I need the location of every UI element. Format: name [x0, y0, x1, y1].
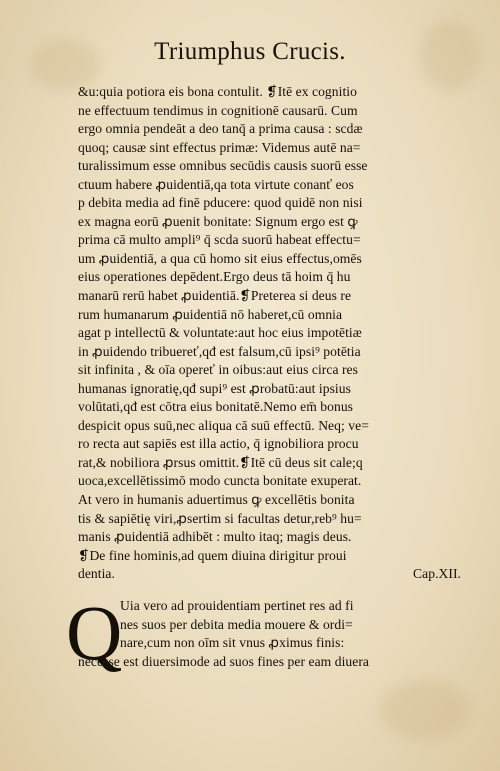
- chapter-heading-line: [78, 565, 473, 584]
- text-line: manis ꝓuidentiā adhibēt : multo itaq; magis deus.: [78, 529, 352, 545]
- text-line: turalissimum esse omnibus secūdis causis suorū esse: [78, 158, 368, 174]
- text-line: p debita media ad finē pducere: quod quidē non nisi: [78, 195, 363, 211]
- text-line: um ꝓuidentiā, a qua cū homo sit eius effectus,omēs: [78, 250, 362, 266]
- text-line: ergo omnia pendeāt a deo tanq̄ a prima causa : scdæ: [78, 121, 363, 137]
- text-line: necesse est diuersimode ad suos fines per eam diuera: [78, 653, 369, 669]
- body-text: [78, 83, 473, 584]
- text-line: eius operationes depēdent.Ergo deus tā hoim q̄ hu: [78, 269, 351, 285]
- chapter-opening-text: [120, 597, 475, 653]
- text-line: agat p intellectū & voluntate:aut hoc eius impotētiæ: [78, 325, 362, 341]
- text-line: At vero in humanis aduertimus ꝙ excellētis bonita: [78, 492, 355, 508]
- text-line: ex magna eorū ꝓuenit bonitate: Signum ergo est ꝙ: [78, 213, 358, 229]
- text-line: ctuum habere ꝓuidentiā,qa tota virtute conanť eos: [78, 176, 354, 192]
- text-line: &u:quia potiora eis bona contulit. ❡Itē ex cognitio: [78, 84, 357, 99]
- text-line: ❡De fine hominis,ad quem diuina dirigitur proui: [78, 547, 347, 563]
- text-line: sit infinita , & oīa opereť in oibus:aut eius circa res: [78, 362, 358, 378]
- text-line: in ꝓuidendo tribuereť,qđ est falsum,cū ipsi⁹ potētia: [78, 343, 361, 359]
- text-line: nes suos per debita media mouere & ordi=: [120, 616, 353, 632]
- text-line: Uia vero ad prouidentiam pertinet res ad fi: [120, 598, 354, 613]
- text-line: quoq; causæ sint effectus primæ: Videmus autē na=: [78, 139, 361, 155]
- text-line: prima cā multo ampli⁹ q̄ scda suorū habeat effectu=: [78, 232, 361, 248]
- text-line: manarū rerū habet ꝓuidentiā.❡Preterea si deus re: [78, 288, 352, 304]
- chapter-heading-text: dentia.: [78, 566, 115, 582]
- text-line: uoca,excellētissimō modo cuncta bonitate exuperat.: [78, 473, 362, 489]
- text-line: nare,cum non oīm sit vnus ꝓximus finis:: [120, 635, 345, 651]
- text-line: rum humanarum ꝓuidentiā nō haberet,cū omnia: [78, 306, 343, 322]
- text-line: ro recta aut sapiēs est illa actio, q̄ ignobiliora procu: [78, 436, 359, 452]
- drop-cap-initial: Q: [66, 589, 123, 676]
- text-line: rat,& nobiliora ꝓrsus omittit.❡Itē cū deus sit cale;q: [78, 454, 363, 470]
- chapter-number: Cap.XII.: [413, 566, 461, 582]
- running-head: Triumphus Crucis.: [154, 38, 346, 65]
- paper-stain: [380, 680, 470, 740]
- text-line: tis & sapiētię viri,ꝓsertim si facultas detur,reb⁹ hu=: [78, 510, 362, 526]
- text-line: ne effectuum tendimus in cognitionē causarū. Cum: [78, 102, 358, 118]
- text-line: humanas ignoratię,qđ supi⁹ est ꝓrobatū:aut ipsius: [78, 380, 351, 396]
- text-line: despicit opus suū,nec aliqua cā suū effectū. Neq; ve=: [78, 417, 369, 433]
- text-line: volūtati,qđ est cōtra eius bonitatē.Nemo em̄ bonus: [78, 399, 354, 415]
